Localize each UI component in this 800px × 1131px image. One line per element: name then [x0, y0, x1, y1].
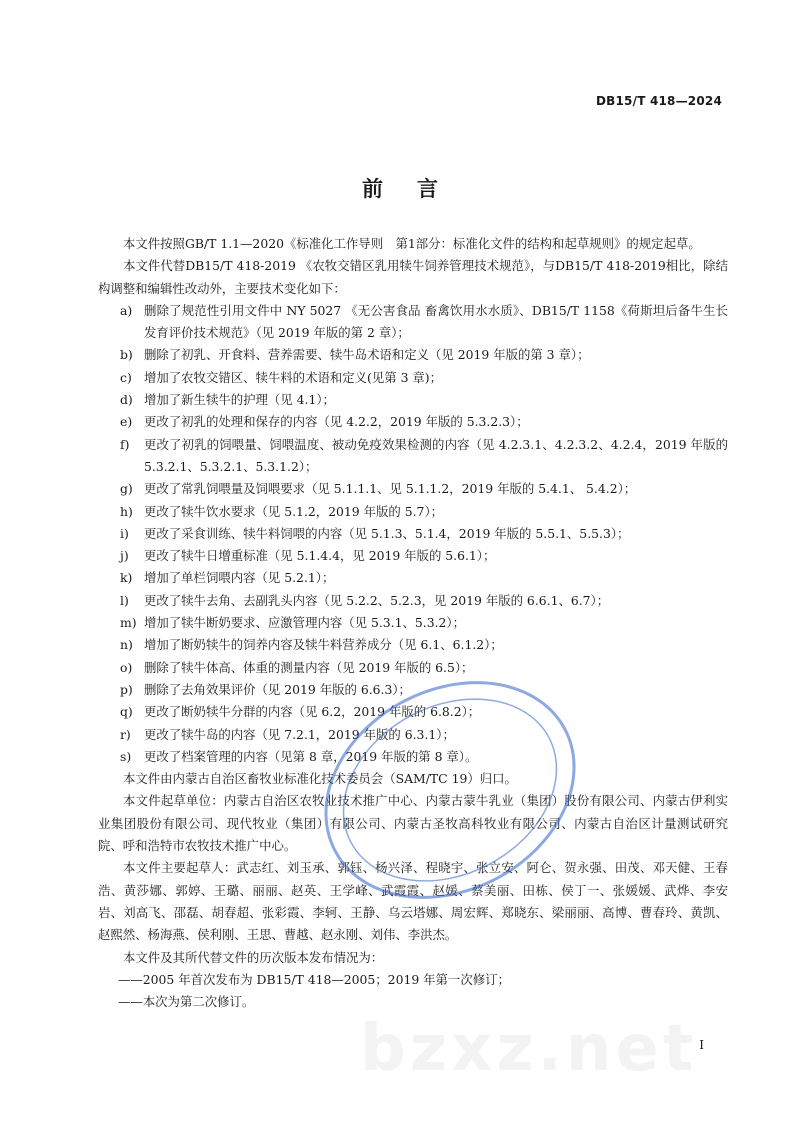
- list-item: [98, 344, 728, 366]
- list-marker: i): [120, 525, 129, 541]
- list-text: 删除了规范性引用文件中 NY 5027 《无公害食品 畜禽饮用水水质》、DB15/T 1158《荷斯坦后备牛生长发育评价技术规范》（见 2019 年版的第 2 章）；: [144, 302, 728, 341]
- watermark-text: bzxz.net: [360, 1012, 698, 1086]
- list-item: [98, 567, 728, 589]
- list-text: 更改了采食训练、犊牛料饲喂的内容（见 5.1.3、5.1.4，2019 年版的 5.5.1、5.5.3）；: [144, 525, 630, 541]
- list-marker: d): [120, 392, 133, 408]
- list-marker: c): [120, 369, 132, 385]
- closing-paragraph-2: 本文件起草单位：内蒙古自治区农牧业技术推广中心、内蒙古蒙牛乳业（集团）股份有限公司、内蒙古伊利实业集团股份有限公司、现代牧业（集团）有限公司、内蒙古圣牧高科牧业有限公司、内蒙古自治区计量测试研究院、呼和浩特市农牧技术推广中心。: [98, 793, 728, 854]
- list-item: [98, 590, 728, 612]
- list-text: 删除了初乳、开食料、营养需要、犊牛岛术语和定义（见 2019 年版的第 3 章）；: [144, 347, 590, 363]
- list-text: 删除了去角效果评价（见 2019 年版的 6.6.3）；: [144, 681, 411, 697]
- list-marker: j): [120, 548, 129, 564]
- list-text: 更改了档案管理的内容（见第 8 章，2019 年版的第 8 章）。: [144, 748, 478, 764]
- document-body: [98, 233, 728, 1013]
- list-marker: h): [120, 503, 133, 519]
- list-text: 更改了常乳饲喂量及饲喂要求（见 5.1.1.1、见 5.1.1.2，2019 年版的 5.4.1、 5.4.2）；: [144, 481, 637, 497]
- list-item: [98, 612, 728, 634]
- list-item: [98, 501, 728, 523]
- document-code: DB15/T 418—2024: [596, 94, 722, 108]
- list-text: 更改了犊牛日增重标准（见 5.1.4.4，见 2019 年版的 5.6.1）；: [144, 548, 496, 564]
- intro-paragraph-1: 本文件按照GB/T 1.1—2020《标准化工作导则 第1部分：标准化文件的结构和起草规则》的规定起草。: [123, 236, 701, 251]
- list-item: [98, 679, 728, 701]
- history-line-1: ——2005 年首次发布为 DB15/T 418—2005；2019 年第一次修订；: [118, 971, 510, 987]
- list-marker: a): [120, 302, 133, 318]
- list-text: 增加了断奶犊牛的饲养内容及犊牛料营养成分（见 6.1、6.1.2）；: [144, 637, 503, 653]
- list-marker: b): [120, 347, 133, 363]
- intro-paragraph-2: 本文件代替DB15/T 418-2019 《农牧交错区乳用犊牛饲养管理技术规范》，与DB15/T 418-2019相比，除结构调整和编辑性改动外，主要技术变化如下：: [98, 258, 728, 296]
- list-marker: m): [120, 615, 137, 631]
- list-text: 更改了初乳的处理和保存的内容（见 4.2.2，2019 年版的 5.3.2.3）；: [144, 414, 529, 430]
- list-item: [98, 634, 728, 656]
- list-marker: f): [120, 436, 130, 452]
- list-marker: q): [120, 704, 133, 720]
- list-item: [98, 746, 728, 768]
- list-item: [98, 657, 728, 679]
- list-text: 增加了农牧交错区、犊牛料的术语和定义(见第 3 章)；: [144, 369, 443, 385]
- section-title: 前言: [362, 177, 472, 201]
- list-item: [98, 367, 728, 389]
- list-marker: o): [120, 659, 133, 675]
- list-item: [98, 389, 728, 411]
- list-text: 更改了犊牛岛的内容（见 7.2.1，2019 年版的 6.3.1）；: [144, 726, 455, 742]
- list-item: [98, 523, 728, 545]
- closing-paragraph-4: 本文件及其所代替文件的历次版本发布情况为：: [123, 949, 384, 965]
- list-text: 增加了新生犊牛的护理（见 4.1）；: [144, 392, 335, 408]
- list-text: 更改了犊牛去角、去副乳头内容（见 5.2.2、5.2.3，见 2019 年版的 6.6.1、6.7）；: [144, 592, 610, 608]
- list-item: [98, 434, 728, 479]
- closing-paragraph-1: 本文件由内蒙古自治区畜牧业标准化技术委员会（SAM/TC 19）归口。: [123, 771, 517, 787]
- list-marker: r): [120, 726, 131, 742]
- list-item: [98, 300, 728, 345]
- changes-list: [98, 300, 728, 768]
- list-text: 增加了犊牛断奶要求、应激管理内容（见 5.3.1、5.3.2）；: [144, 615, 465, 631]
- list-text: 更改了初乳的饲喂量、饲喂温度、被动免疫效果检测的内容（见 4.2.3.1、4.2.3.2、4.2.4，2019 年版的 5.3.2.1、5.3.2.1、5.3.1.2）；: [144, 436, 728, 474]
- list-text: 更改了犊牛饮水要求（见 5.1.2，2019 年版的 5.7）；: [144, 503, 444, 519]
- list-marker: g): [120, 481, 133, 497]
- list-marker: s): [120, 748, 132, 764]
- list-marker: p): [120, 681, 133, 697]
- list-text: 增加了单栏饲喂内容（见 5.2.1）；: [144, 570, 335, 586]
- list-item: [98, 478, 728, 500]
- page-number: I: [699, 1038, 704, 1052]
- list-text: 删除了犊牛体高、体重的测量内容（见 2019 年版的 6.5）；: [144, 659, 474, 675]
- list-marker: l): [120, 592, 129, 608]
- list-item: [98, 545, 728, 567]
- list-item: [98, 411, 728, 433]
- history-line-2: ——本次为第二次修订。: [118, 994, 255, 1010]
- list-item: [98, 701, 728, 723]
- closing-paragraph-3: 本文件主要起草人：武志红、刘玉承、郭钰、杨兴泽、程晓宇、张立安、阿仑、贺永强、田茂、邓天健、王春浩、黄莎娜、郭婷、王璐、丽丽、赵英、王学峰、武霞霞、赵媛、蔡美丽、田栋、侯丁一、张媛媛、武烨、李安岩、刘高飞、邵磊、胡春超、张彩霞、李轲、王静、乌云塔娜、周宏辉、郑晓东、梁丽丽、高博、曹春玲、黄凯、赵熙然、杨海燕、侯利刚、王思、曹越、赵永刚、刘伟、李洪杰。: [98, 860, 728, 943]
- list-text: 更改了断奶犊牛分群的内容（见 6.2，2019 年版的 6.8.2）；: [144, 704, 481, 720]
- list-marker: e): [120, 414, 133, 430]
- list-marker: n): [120, 637, 133, 653]
- list-item: [98, 724, 728, 746]
- list-marker: k): [120, 570, 133, 586]
